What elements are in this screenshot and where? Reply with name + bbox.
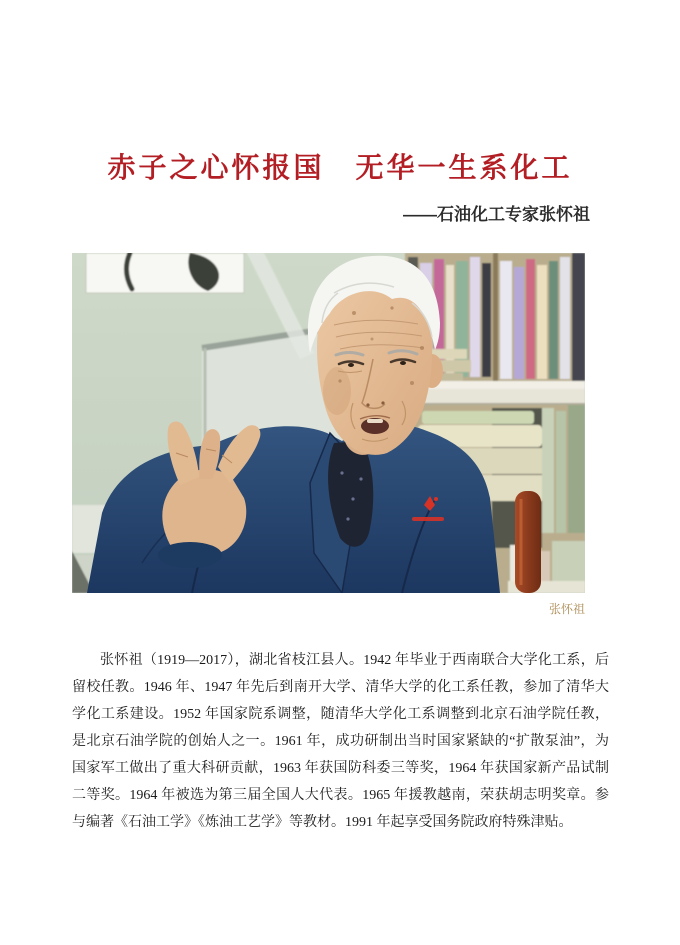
body-line: 是北京石油学院的创始人之一。1961 年，成功研制出当时国家紧缺的“扩散泵油”，为 [72, 734, 609, 749]
body-paragraph [72, 647, 609, 836]
page-title: 赤子之心怀报国 无华一生系化工 [107, 153, 573, 184]
body-line: 国家军工做出了重大科研贡献，1963 年获国防科委三等奖，1964 年获国家新产品试制 [72, 761, 609, 776]
body-line: 张怀祖（1919—2017），湖北省枝江县人。1942 年毕业于西南联合大学化工系，后 [100, 653, 609, 668]
chair-back [515, 491, 541, 593]
photo-caption: 张怀祖 [548, 602, 585, 616]
body-line: 二等奖。1964 年被选为第三届全国人大代表。1965 年援教越南，荣获胡志明奖章。参 [72, 788, 609, 803]
body-line: 与编著《石油工学》《炼油工艺学》等教材。1991 年起享受国务院政府特殊津贴。 [72, 815, 573, 830]
page-subtitle: ——石油化工专家张怀祖 [403, 205, 590, 224]
calligraphy-frame [86, 253, 244, 293]
body-line: 学化工系建设。1952 年国家院系调整，随清华大学化工系调整到北京石油学院任教， [72, 707, 609, 722]
body-line: 留校任教。1946 年、1947 年先后到南开大学、清华大学的化工系任教，参加了清华大 [72, 680, 609, 695]
portrait-photo [72, 253, 585, 593]
portrait-photo-illustration [72, 253, 585, 593]
